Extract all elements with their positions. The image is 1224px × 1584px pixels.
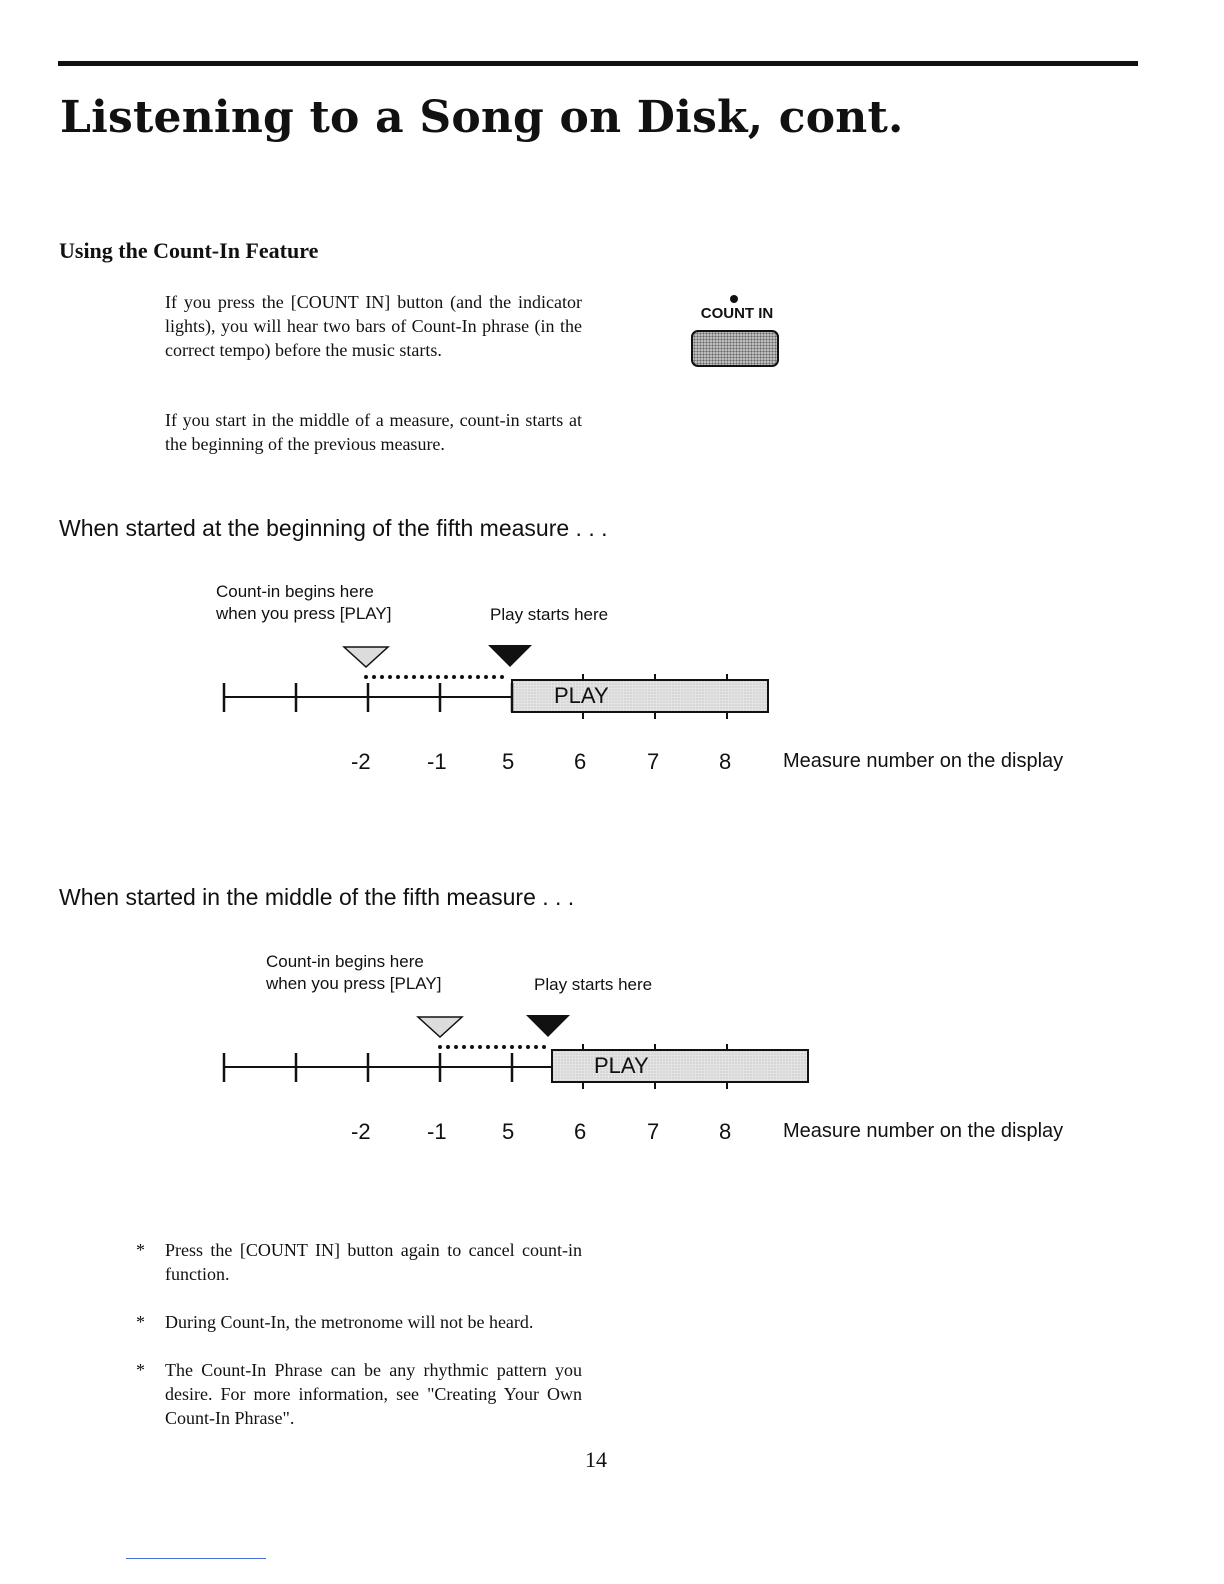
measure-label: -1 — [427, 749, 447, 774]
count-in-dot — [396, 675, 400, 679]
count-in-dot — [436, 675, 440, 679]
measure-note-paragraph: If you start in the middle of a measure, count-in starts at the beginning of the previous measure. — [165, 410, 582, 454]
play-starts-label: Play starts here — [490, 605, 609, 624]
count-in-dot — [526, 1045, 530, 1049]
count-in-dot — [460, 675, 464, 679]
measure-label: 5 — [502, 1119, 515, 1144]
diagram-1-caption: When started at the beginning of the fifth measure . . . — [59, 515, 608, 541]
measure-label: 6 — [574, 1119, 587, 1144]
bottom-link-underline — [126, 1558, 266, 1559]
measure-label: 8 — [719, 749, 732, 774]
measure-axis-caption: Measure number on the display — [783, 750, 1064, 772]
intro-paragraph: If you press the [COUNT IN] button (and the indicator lights), you will hear two bars of Count-In phrase (in the correct tempo) before the music starts. — [165, 292, 582, 360]
count-in-button-label: COUNT IN — [700, 305, 774, 322]
header-rule — [58, 61, 1138, 66]
measure-label: -2 — [351, 1119, 371, 1144]
count-in-dot — [502, 1045, 506, 1049]
count-in-dot — [412, 675, 416, 679]
count-in-dot — [420, 675, 424, 679]
count-in-dot — [510, 1045, 514, 1049]
count-in-dot — [478, 1045, 482, 1049]
count-in-begins-label: Count-in begins here when you press [PLAY] — [266, 952, 442, 993]
note-text: Press the [COUNT IN] button again to cancel count-in function. — [165, 1240, 582, 1284]
count-in-dot — [452, 675, 456, 679]
play-box-text: PLAY — [594, 1053, 649, 1078]
count-in-dot — [438, 1045, 442, 1049]
count-in-dot — [388, 675, 392, 679]
count-in-start-marker — [418, 1017, 462, 1037]
count-in-dot — [542, 1045, 546, 1049]
count-in-dot — [500, 675, 504, 679]
count-in-dot — [372, 675, 376, 679]
count-in-dot — [476, 675, 480, 679]
count-in-dot — [518, 1045, 522, 1049]
page-title: Listening to a Song on Disk, cont. — [60, 92, 904, 143]
count-in-dot — [494, 1045, 498, 1049]
play-start-marker — [488, 645, 532, 667]
count-in-dot — [404, 675, 408, 679]
count-in-dot — [468, 675, 472, 679]
diagram-2 — [0, 945, 1224, 1145]
note-text: During Count-In, the metronome will not be heard. — [165, 1312, 534, 1332]
section-heading: Using the Count-In Feature — [59, 238, 319, 263]
diagram-2-caption: When started in the middle of the fifth measure . . . — [59, 884, 575, 910]
play-region-box — [512, 680, 768, 712]
count-in-dot — [462, 1045, 466, 1049]
count-in-start-marker — [344, 647, 388, 667]
count-in-dot — [534, 1045, 538, 1049]
page-number: 14 — [585, 1447, 607, 1472]
count-in-indicator-light — [730, 295, 738, 303]
count-in-dot — [364, 675, 368, 679]
measure-label: 5 — [502, 749, 515, 774]
count-in-begins-label: Count-in begins here when you press [PLAY] — [216, 582, 392, 623]
note-bullet: * — [136, 1312, 145, 1332]
measure-label: -1 — [427, 1119, 447, 1144]
count-in-dot — [444, 675, 448, 679]
count-in-dot — [470, 1045, 474, 1049]
measure-label: 7 — [647, 1119, 660, 1144]
play-starts-label: Play starts here — [534, 975, 653, 994]
note-bullet: * — [136, 1240, 145, 1260]
count-in-dot — [484, 675, 488, 679]
timeline-diagram-2 — [0, 945, 1224, 1145]
count-in-dot — [428, 675, 432, 679]
note-text: The Count-In Phrase can be any rhythmic pattern you desire. For more information, see "Creating Your Own Count-In Phrase". — [165, 1360, 582, 1428]
measure-label: 8 — [719, 1119, 732, 1144]
play-region-box — [552, 1050, 808, 1082]
note-bullet: * — [136, 1360, 145, 1380]
count-in-dot — [380, 675, 384, 679]
count-in-dot — [492, 675, 496, 679]
count-in-button[interactable] — [691, 330, 779, 367]
play-start-marker — [526, 1015, 570, 1037]
count-in-dot — [446, 1045, 450, 1049]
count-in-dot — [486, 1045, 490, 1049]
play-box-text: PLAY — [554, 683, 609, 708]
measure-label: 6 — [574, 749, 587, 774]
diagram-1 — [0, 575, 1224, 775]
measure-label: 7 — [647, 749, 660, 774]
measure-axis-caption: Measure number on the display — [783, 1120, 1064, 1142]
measure-label: -2 — [351, 749, 371, 774]
count-in-dot — [454, 1045, 458, 1049]
timeline-diagram-1 — [0, 575, 1224, 775]
